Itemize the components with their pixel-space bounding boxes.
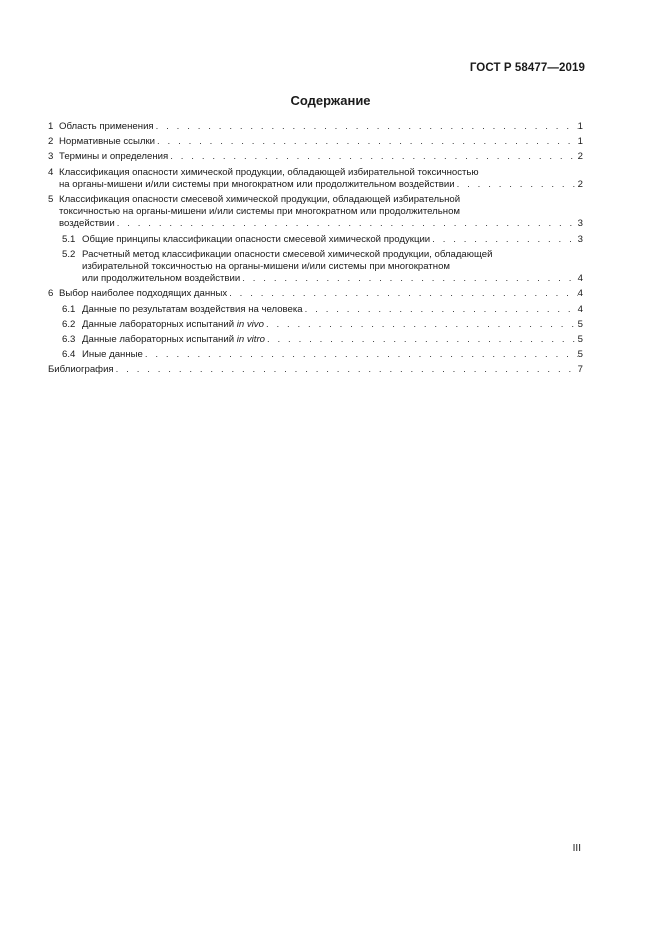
toc-entry-title-text: Данные лабораторных испытаний (82, 334, 235, 346)
toc-entry-title (82, 334, 265, 346)
toc-entry-title-line: токсичностью на органы-мишени и/или системы при многократном или продолжительном (59, 206, 461, 218)
toc-entry-6[interactable] (48, 288, 583, 300)
table-of-contents (48, 121, 583, 377)
dot-leader (155, 136, 578, 148)
toc-entry-title-line: Расчетный метод классификации опасности смесевой химической продукции, обладающей (82, 248, 493, 260)
dot-leader (264, 319, 578, 331)
toc-entry-title: Термины и определения (59, 151, 169, 163)
toc-entry-title-italic: in vivo (236, 318, 264, 330)
toc-entry-3[interactable] (48, 151, 583, 163)
toc-entry-2[interactable] (48, 136, 583, 148)
toc-entry-number: 5.1 (62, 233, 76, 245)
toc-entry-page: 1 (577, 136, 583, 148)
dot-leader (430, 234, 577, 246)
dot-leader (455, 179, 578, 191)
dot-leader (227, 288, 578, 300)
toc-entry-page: 5 (577, 318, 583, 330)
toc-entry-title-line: или продолжительном воздействии (82, 273, 241, 285)
dot-leader (114, 364, 578, 376)
dot-leader (154, 121, 578, 133)
toc-entry-title-line: Классификация опасности химической продукции, обладающей избирательной токсичностью (59, 166, 479, 178)
toc-entry-number: 3 (48, 151, 54, 163)
toc-entry-page: 4 (577, 303, 583, 315)
toc-entry-5-1[interactable] (48, 234, 583, 246)
toc-entry-title: Нормативные ссылки (59, 136, 156, 148)
toc-entry-number: 6.4 (62, 349, 76, 361)
toc-entry-page: 1 (577, 121, 583, 132)
toc-entry-page: 2 (577, 178, 583, 190)
toc-entry-6-2[interactable] (48, 319, 583, 331)
toc-entry-title: Данные по результатам воздействия на человека (82, 303, 303, 315)
toc-entry-page: 2 (577, 151, 583, 163)
toc-entry-title-line: Классификация опасности смесевой химической продукции, обладающей избирательной (59, 194, 461, 206)
toc-entry-page: 5 (577, 334, 583, 346)
toc-entry-title-line: на органы-мишени и/или системы при многократном или продолжительном воздействии (59, 178, 455, 190)
toc-entry-bibliography[interactable] (48, 364, 583, 376)
toc-entry-page: 4 (577, 288, 583, 300)
dot-leader (303, 304, 578, 316)
toc-entry-title: Общие принципы классификации опасности смесевой химической продукции (82, 233, 431, 245)
toc-entry-number: 6.2 (62, 318, 76, 330)
toc-entry-title: Библиография (48, 364, 114, 376)
toc-entry-page: 4 (577, 273, 583, 285)
toc-entry-6-3[interactable] (48, 334, 583, 346)
toc-title: Содержание (290, 93, 371, 108)
toc-entry-title-line: воздействии (59, 218, 115, 230)
toc-entry-title-italic: in vitro (236, 334, 265, 346)
toc-entry-title: Область применения (59, 121, 154, 132)
toc-entry-number: 5.2 (62, 248, 76, 260)
toc-entry-number: 6 (48, 288, 54, 300)
dot-leader (115, 218, 578, 230)
dot-leader (265, 334, 578, 346)
page-number: III (572, 843, 581, 854)
toc-entry-5[interactable] (48, 194, 583, 231)
document-code: ГОСТ Р 58477—2019 (469, 62, 585, 74)
toc-entry-4[interactable] (48, 167, 583, 191)
toc-entry-page: 3 (577, 233, 583, 245)
toc-entry-number: 1 (48, 121, 54, 132)
dot-leader (168, 151, 577, 163)
toc-entry-number: 2 (48, 136, 54, 148)
toc-entry-number: 4 (48, 166, 54, 178)
toc-entry-number: 5 (48, 194, 54, 206)
toc-entry-number: 6.1 (62, 303, 76, 315)
toc-entry-1[interactable] (48, 121, 583, 133)
toc-entry-6-1[interactable] (48, 304, 583, 316)
toc-entry-title: Выбор наиболее подходящих данных (59, 288, 228, 300)
toc-entry-title-line: избирательной токсичностью на органы-мишени и/или системы при многократном (82, 261, 451, 273)
toc-entry-title: Иные данные (82, 349, 143, 361)
dot-leader (143, 349, 578, 361)
toc-entry-title-text: Данные лабораторных испытаний (82, 318, 235, 330)
toc-entry-6-4[interactable] (48, 349, 583, 361)
toc-entry-page: 7 (577, 364, 583, 376)
toc-entry-page: 5 (577, 349, 583, 361)
toc-entry-5-2[interactable] (48, 249, 583, 286)
toc-entry-number: 6.3 (62, 334, 76, 346)
toc-entry-page: 3 (577, 218, 583, 230)
toc-entry-title (82, 319, 264, 331)
dot-leader (240, 273, 577, 285)
